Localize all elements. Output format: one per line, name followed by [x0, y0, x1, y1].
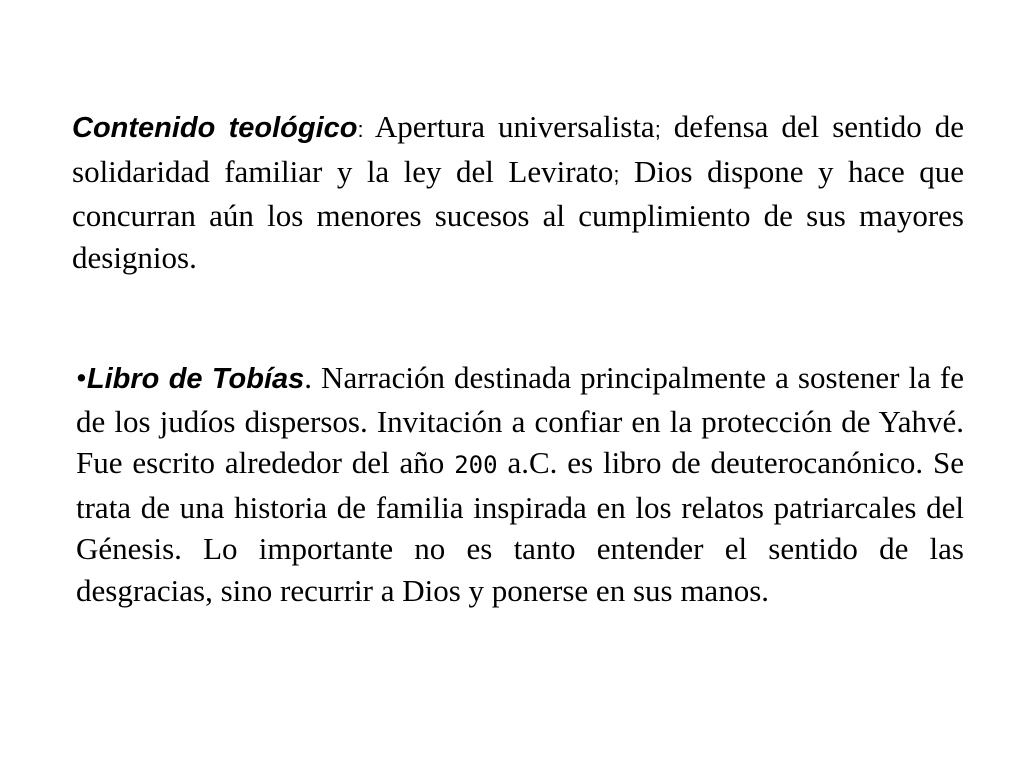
- paragraph-1-separator-a: ;: [654, 117, 661, 142]
- paragraph-1-text-a: Apertura universalista: [363, 109, 655, 144]
- paragraph-2-year: 200: [454, 451, 498, 479]
- paragraph-1-text-c: Dios dispone y hace que concurran aún los menores sucesos al cumplimiento de sus mayores designios.: [72, 153, 964, 275]
- paragraph-theological-content: [72, 106, 964, 278]
- paragraph-1-separator-b: ;: [613, 161, 620, 187]
- paragraph-2-text-a: . Narración destinada principalmente a sostener la fe de los judíos dispersos. Invitación a confiar en la protección de Yahvé. Fue escrito alrededor del año: [76, 360, 964, 480]
- paragraph-1-text-b: defensa del sentido de solidaridad familiar y la ley del Levirato: [72, 109, 964, 189]
- paragraph-1-lead-separator: :: [357, 117, 364, 142]
- paragraph-book-of-tobit: [76, 357, 964, 611]
- paragraph-2-lead: Libro de Tobías: [86, 363, 305, 395]
- bullet-icon: •: [76, 360, 87, 395]
- paragraph-2-text-b: a.C. es libro de deuterocanónico. Se trata de una historia de familia inspirada en los relatos patriarcales del Génesis. Lo importante no es tanto entender el sentido de las desgracias, sino recurrir a Dios y ponerse en sus manos.: [76, 445, 964, 608]
- paragraph-1-lead: Contenido teológico: [72, 112, 358, 144]
